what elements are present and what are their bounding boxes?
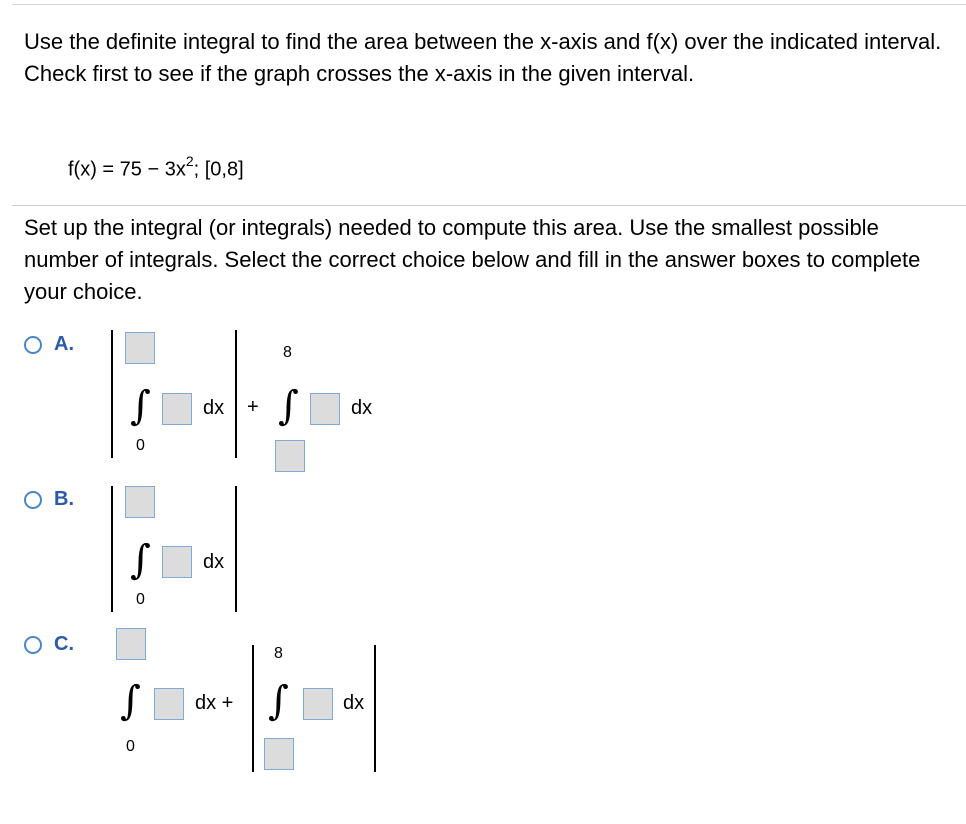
choice-a[interactable] bbox=[24, 333, 74, 356]
choice-c[interactable] bbox=[24, 633, 74, 656]
choice-a-label: A. bbox=[54, 333, 74, 355]
integral-sign-b-icon: ∫ bbox=[130, 537, 151, 583]
function-exponent: 2 bbox=[185, 153, 194, 169]
dx-plus-c: dx + bbox=[195, 692, 234, 714]
dx-a1: dx bbox=[203, 397, 225, 419]
limit-c-lower-1: 0 bbox=[126, 738, 135, 755]
choice-b-label: B. bbox=[54, 488, 74, 510]
answer-box-c-upper-1[interactable] bbox=[116, 628, 146, 660]
eval-bar-c2-right bbox=[374, 645, 376, 772]
dx-c2: dx bbox=[343, 692, 365, 714]
answer-box-c-lower-2[interactable] bbox=[264, 738, 294, 770]
instruction-text: Use the definite integral to find the area between the x-axis and f(x) over the indicated interval. Check first to see if the graph crosses the x-axis in the given interval. bbox=[24, 29, 942, 86]
eval-bar-b-right bbox=[235, 486, 237, 612]
integral-sign-c1-icon: ∫ bbox=[120, 678, 141, 724]
limit-c-upper-2: 8 bbox=[274, 645, 283, 662]
choice-b[interactable] bbox=[24, 488, 74, 511]
answer-box-a-integrand-2[interactable] bbox=[310, 393, 340, 425]
section-divider bbox=[12, 205, 966, 206]
radio-c-icon[interactable] bbox=[24, 636, 42, 654]
function-definition bbox=[68, 155, 244, 182]
integral-sign-a2-icon: ∫ bbox=[278, 383, 299, 429]
answer-box-a-upper-1[interactable] bbox=[125, 332, 155, 364]
plus-a: + bbox=[247, 396, 259, 418]
limit-b-lower: 0 bbox=[136, 591, 145, 608]
eval-bar-b-left bbox=[111, 486, 113, 612]
dx-b: dx bbox=[203, 551, 225, 573]
top-divider bbox=[12, 4, 966, 5]
function-suffix: ; [0,8] bbox=[193, 158, 244, 181]
integral-sign-a1-icon: ∫ bbox=[130, 383, 151, 429]
limit-a-upper-2: 8 bbox=[283, 344, 292, 361]
eval-bar-c2-left bbox=[252, 645, 254, 772]
answer-box-a-lower-2[interactable] bbox=[275, 440, 305, 472]
answer-box-a-integrand-1[interactable] bbox=[162, 393, 192, 425]
integral-sign-c2-icon: ∫ bbox=[268, 678, 289, 724]
eval-bar-a1-left bbox=[111, 330, 113, 458]
choice-c-label: C. bbox=[54, 633, 74, 655]
answer-box-b-upper[interactable] bbox=[125, 486, 155, 518]
radio-a-icon[interactable] bbox=[24, 336, 42, 354]
dx-a2: dx bbox=[351, 397, 373, 419]
answer-box-c-integrand-2[interactable] bbox=[303, 688, 333, 720]
function-prefix: f(x) = 75 − 3x bbox=[68, 158, 186, 181]
answer-box-c-integrand-1[interactable] bbox=[154, 688, 184, 720]
radio-b-icon[interactable] bbox=[24, 491, 42, 509]
eval-bar-a1-right bbox=[235, 330, 237, 458]
setup-text: Set up the integral (or integrals) needed to compute this area. Use the smallest possible number of integrals. Select the correct choice below and fill in the answer boxes to complete your choice. bbox=[24, 215, 921, 304]
limit-a-lower-1: 0 bbox=[136, 437, 145, 454]
answer-box-b-integrand[interactable] bbox=[162, 546, 192, 578]
